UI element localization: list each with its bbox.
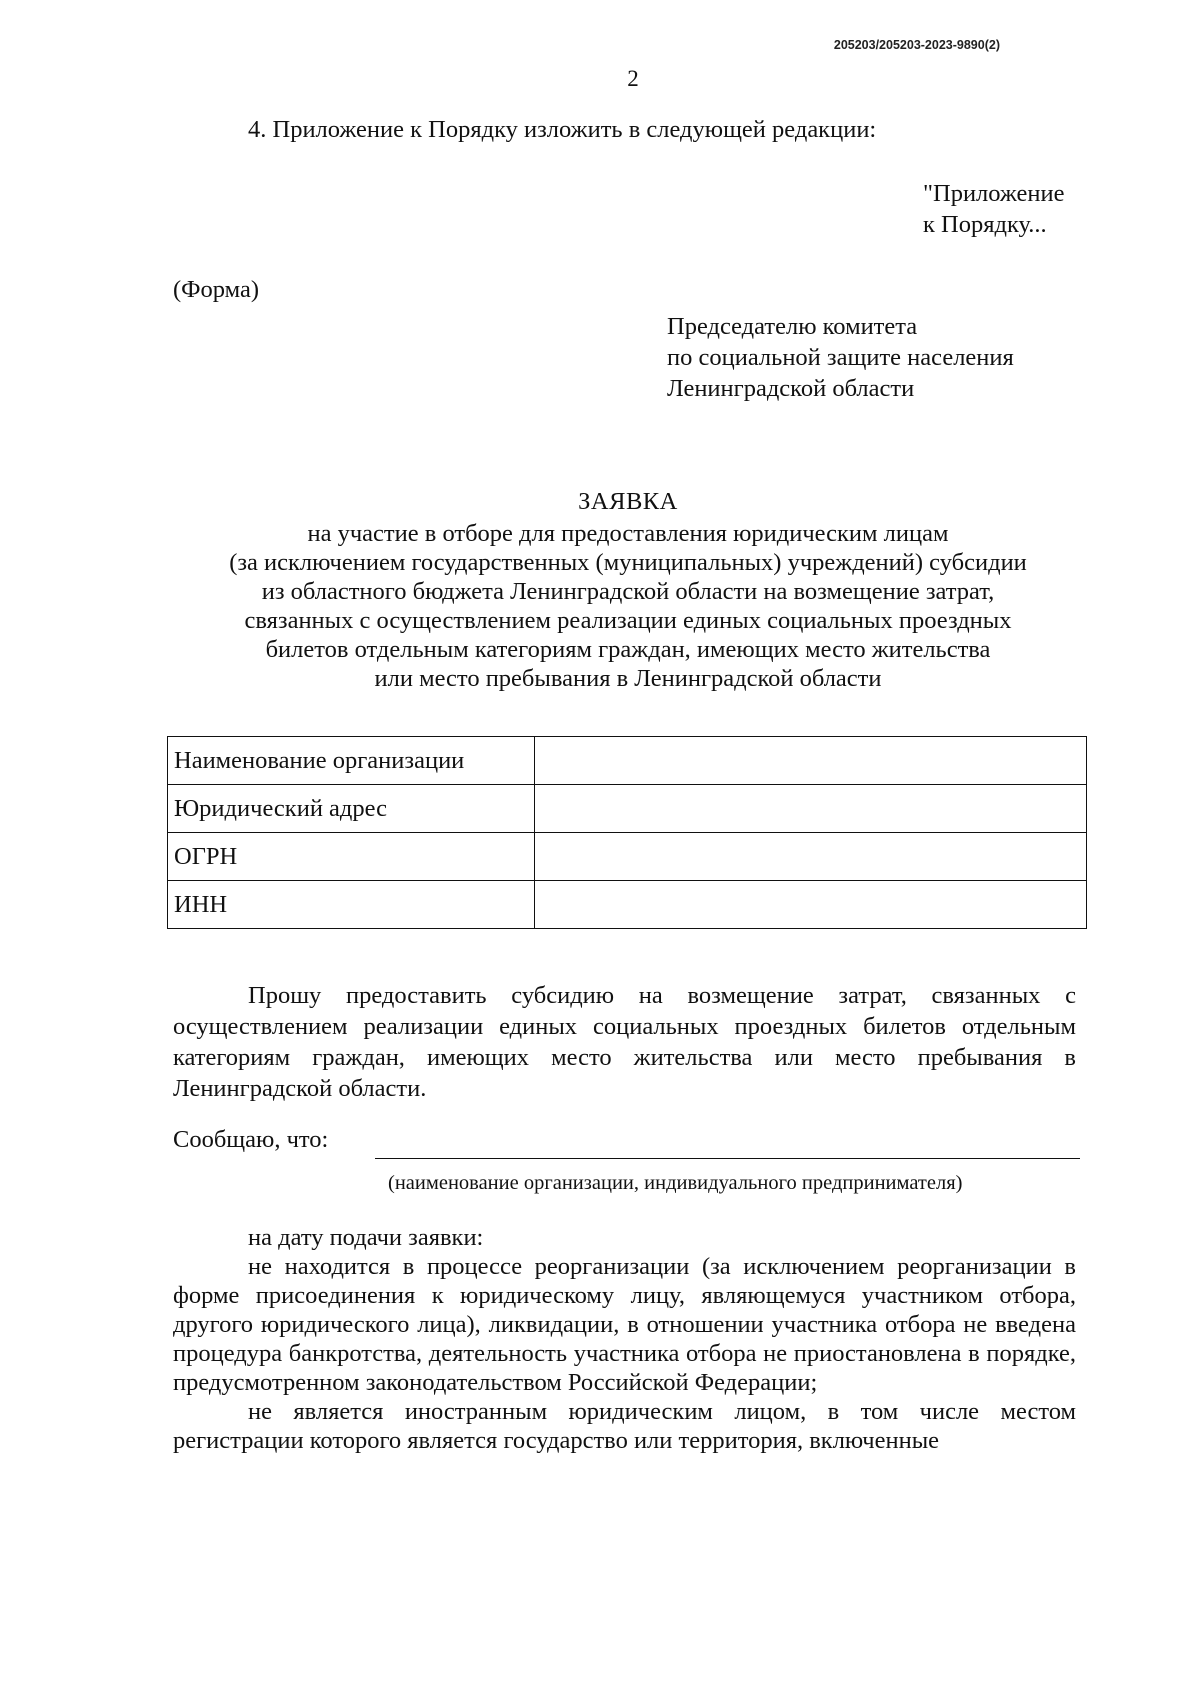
appendix-line-2: к Порядку... — [923, 211, 1047, 238]
body-paragraph: на дату подачи заявки: — [248, 1224, 484, 1251]
org-name-value[interactable] — [535, 737, 1087, 785]
table-row — [168, 785, 1087, 833]
report-label: Сообщаю, что: — [173, 1126, 329, 1153]
ogrn-label: ОГРН — [168, 833, 535, 881]
item-4-text: 4. Приложение к Порядку изложить в следующей редакции: — [248, 116, 877, 143]
subtitle-line: или место пребывания в Ленинградской области — [374, 665, 882, 692]
inn-label: ИНН — [168, 881, 535, 929]
ogrn-value[interactable] — [535, 833, 1087, 881]
subtitle-line: связанных с осуществлением реализации единых социальных проездных — [244, 607, 1012, 634]
table-row — [168, 881, 1087, 929]
addressee-block — [667, 311, 1014, 404]
conditions-body — [173, 1223, 1076, 1455]
subtitle-line: билетов отдельным категориям граждан, имеющих место жительства — [265, 636, 991, 663]
org-name-label: Наименование организации — [168, 737, 535, 785]
application-subtitle — [160, 519, 1096, 693]
page-number: 2 — [627, 66, 639, 91]
appendix-line-1: "Приложение — [923, 180, 1065, 207]
application-title: ЗАЯВКА — [578, 488, 678, 515]
subtitle-line: из областного бюджета Ленинградской области на возмещение затрат, — [261, 578, 995, 605]
body-paragraph: не находится в процессе реорганизации (за исключением реорганизации в форме присоединения к юридическому лицу, являющемуся участником отбора, другого юридического лица), ликвидации, в отношении участника отбора не введена процедура банкротства, деятельность участника отбора не приостановлена в порядке, предусмотренном законодательством Российской Федерации; — [173, 1253, 1076, 1396]
report-caption: (наименование организации, индивидуального предпринимателя) — [388, 1172, 963, 1194]
appendix-reference — [923, 178, 1065, 240]
organization-name-blank-line[interactable] — [375, 1158, 1080, 1159]
table-row — [168, 833, 1087, 881]
addressee-line-1: Председателю комитета — [667, 313, 918, 340]
addressee-line-3: Ленинградской области — [667, 375, 915, 402]
legal-address-label: Юридический адрес — [168, 785, 535, 833]
organization-info-table — [167, 736, 1087, 929]
legal-address-value[interactable] — [535, 785, 1087, 833]
subtitle-line: (за исключением государственных (муниципальных) учреждений) субсидии — [229, 549, 1027, 576]
document-number: 205203/205203-2023-9890(2) — [833, 38, 1000, 52]
body-paragraph: не является иностранным юридическим лицом, в том числе местом регистрации которого является государство или территория, включенные — [173, 1398, 1076, 1454]
request-paragraph: Прошу предоставить субсидию на возмещение затрат, связанных с осуществлением реализации единых социальных проездных билетов отдельным категориям граждан, имеющих место жительства или место пребывания в Ленинградской области. — [173, 982, 1076, 1102]
inn-value[interactable] — [535, 881, 1087, 929]
subtitle-line: на участие в отборе для предоставления юридическим лицам — [307, 520, 949, 547]
table-row — [168, 737, 1087, 785]
form-label: (Форма) — [173, 276, 260, 303]
addressee-line-2: по социальной защите населения — [667, 344, 1014, 371]
